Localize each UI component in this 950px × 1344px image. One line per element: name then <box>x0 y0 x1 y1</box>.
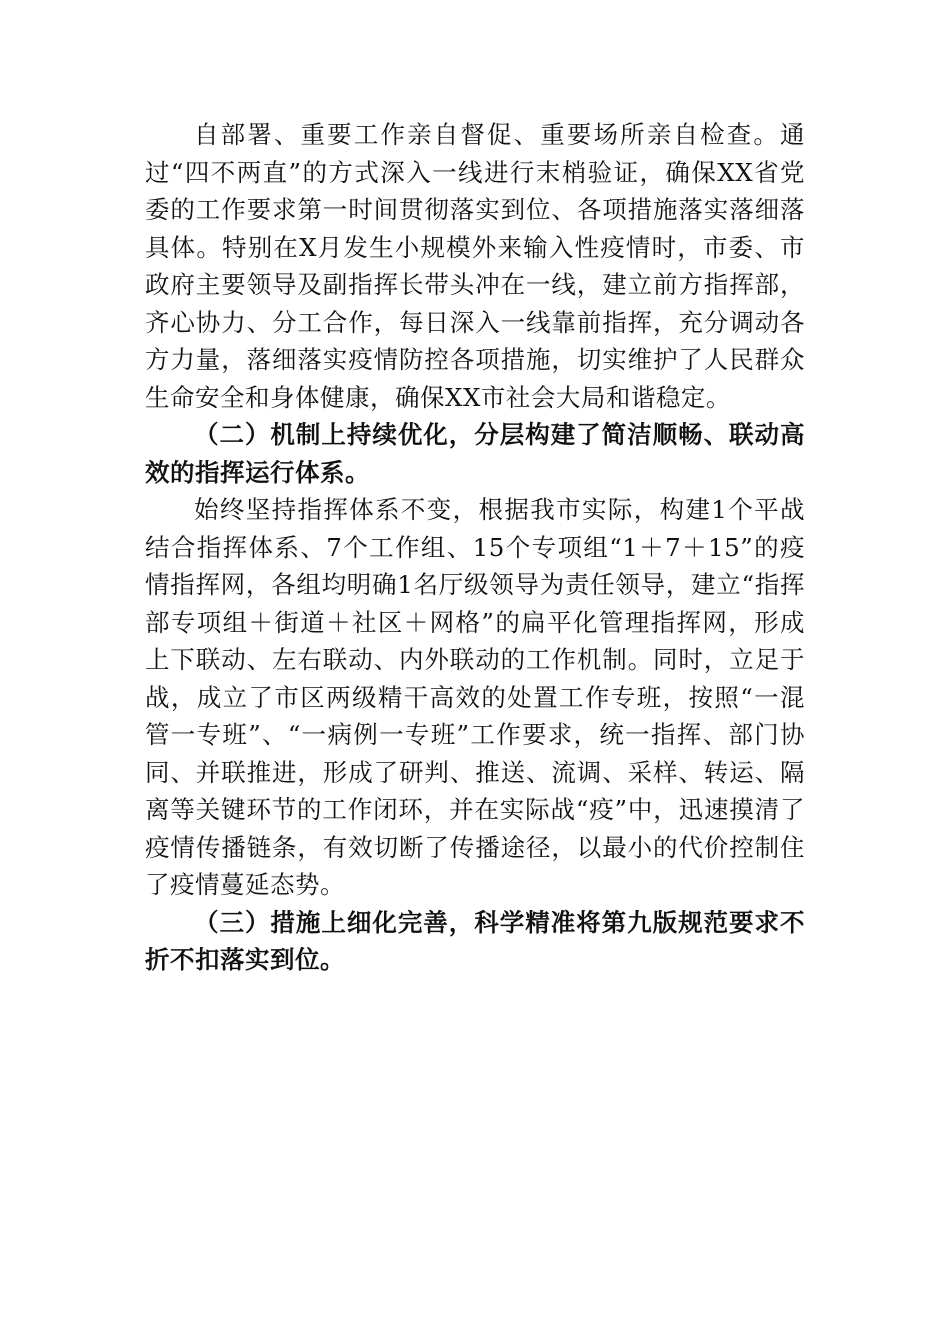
document-body <box>145 116 805 979</box>
section-heading-mechanism: （二）机制上持续优化，分层构建了简洁顺畅、联动高效的指挥运行体系。 <box>145 420 805 487</box>
paragraph-leadership-inspection: 自部署、重要工作亲自督促、重要场所亲自检查。通过“四不两直”的方式深入一线进行末梢验证，确保XX省党委的工作要求第一时间贯彻落实到位、各项措施落实落细落具体。特别在X月发生小规模外来输入性疫情时，市委、市政府主要领导及副指挥长带头冲在一线，建立前方指挥部，齐心协力、分工合作，每日深入一线靠前指挥，充分调动各方力量，落细落实疫情防控各项措施，切实维护了人民群众生命安全和身体健康，确保XX市社会大局和谐稳定。 <box>145 120 805 412</box>
section-heading-measures: （三）措施上细化完善，科学精准将第九版规范要求不折不扣落实到位。 <box>145 907 805 974</box>
paragraph-command-system: 始终坚持指挥体系不变，根据我市实际，构建1个平战结合指挥体系、7个工作组、15个专项组“1＋7＋15”的疫情指挥网，各组均明确1名厅级领导为责任领导，建立“指挥部专项组＋街道＋社区＋网格”的扁平化管理指挥网，形成上下联动、左右联动、内外联动的工作机制。同时，立足于战，成立了市区两级精干高效的处置工作专班，按照“一混管一专班”、“一病例一专班”工作要求，统一指挥、部门协同、并联推进，形成了研判、推送、流调、采样、转运、隔离等关键环节的工作闭环，并在实际战“疫”中，迅速摸清了疫情传播链条，有效切断了传播途径，以最小的代价控制住了疫情蔓延态势。 <box>145 495 805 899</box>
